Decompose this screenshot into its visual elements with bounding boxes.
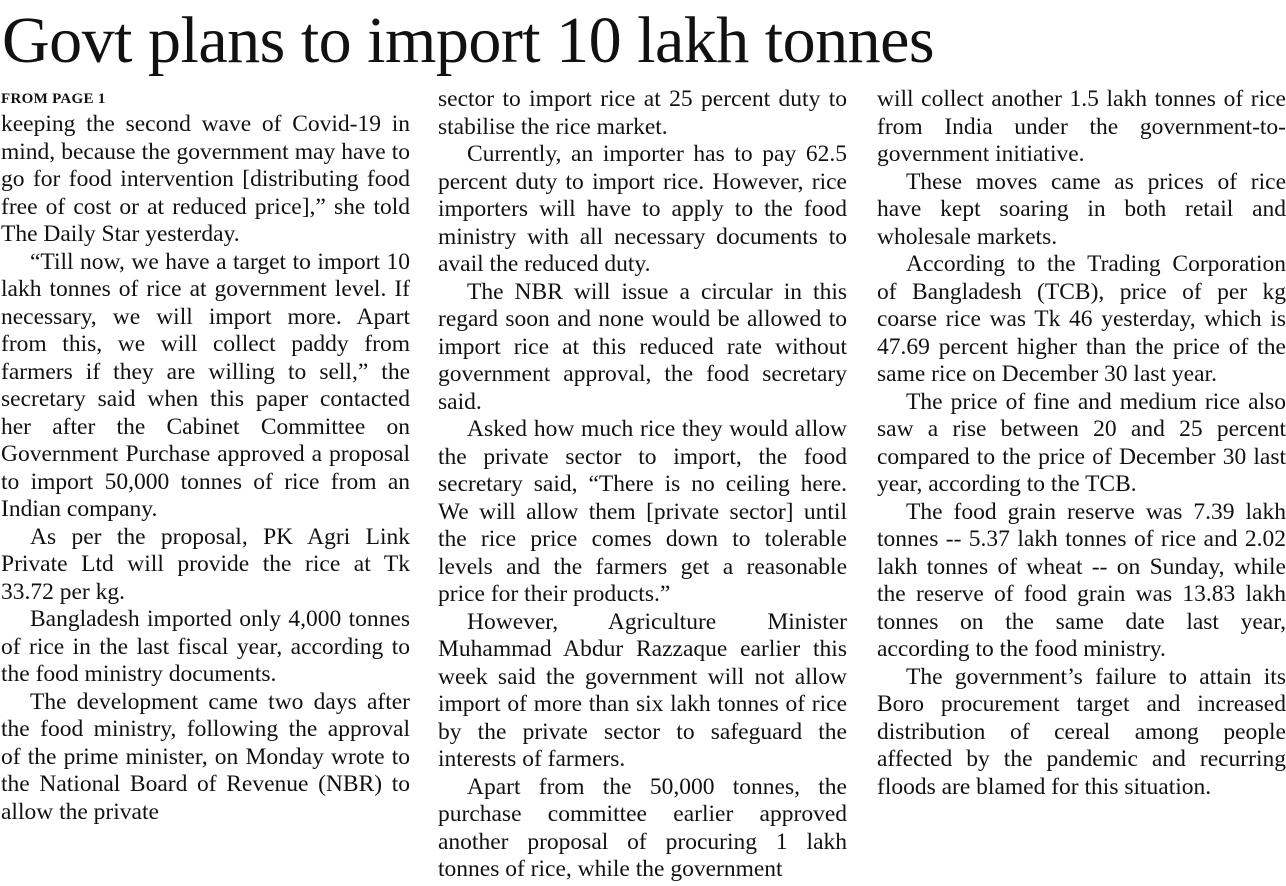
paragraph: The NBR will issue a circular in this regard soon and none would be allowed to import rice at this reduced rate without government approval, the food secretary said.: [438, 278, 847, 415]
paragraph: The food grain reserve was 7.39 lakh tonnes -- 5.37 lakh tonnes of rice and 2.02 lakh tonnes of wheat -- on Sunday, while the reserve of food grain was 13.83 lakh tonnes on the same date last year, according to the food ministry.: [877, 498, 1286, 662]
paragraph: sector to import rice at 25 percent duty to stabilise the rice market.: [438, 86, 847, 140]
paragraph: Bangladesh imported only 4,000 tonnes of rice in the last fiscal year, according to the food ministry documents.: [1, 606, 410, 687]
continuation-kicker: FROM PAGE 1: [1, 91, 106, 107]
paragraph: According to the Trading Corporation of Bangladesh (TCB), price of per kg coarse rice was Tk 46 yesterday, which is 47.69 percent higher than the price of the same rice on December 30 last year.: [877, 251, 1286, 387]
paragraph: However, Agriculture Minister Muhammad Abdur Razzaque earlier this week said the government will not allow import of more than six lakh tonnes of rice by the private sector to safeguard the interests of farmers.: [438, 608, 847, 772]
paragraph: “Till now, we have a target to import 10 lakh tonnes of rice at government level. If necessary, we will import more. Apart from this, we will collect paddy from farmers if they are willing to sell,” the secretary said when this paper contacted her after the Cabinet Committee on Government Purchase approved a proposal to import 50,000 tonnes of rice from an Indian company.: [1, 248, 410, 522]
paragraph: keeping the second wave of Covid-19 in mind, because the government may have to go for food intervention [distributing food free of cost or at reduced price],” she told The Daily Star yesterday.: [1, 111, 410, 247]
paragraph: The development came two days after the food ministry, following the approval of the prime minister, on Monday wrote to the National Board of Revenue (NBR) to allow the private: [1, 688, 410, 825]
article-column-3: [877, 86, 1286, 801]
paragraph: The price of fine and medium rice also saw a rise between 20 and 25 percent compared to the price of December 30 last year, according to the TCB.: [877, 388, 1286, 497]
paragraph: The government’s failure to attain its Boro procurement target and increased distribution of cereal among people affected by the pandemic and recurring floods are blamed for this situation.: [877, 663, 1286, 800]
paragraph: As per the proposal, PK Agri Link Private Ltd will provide the rice at Tk 33.72 per kg.: [1, 523, 410, 605]
paragraph: will collect another 1.5 lakh tonnes of rice from India under the government-to-government initiative.: [877, 86, 1286, 167]
article-column-2: [438, 86, 847, 884]
paragraph: Currently, an importer has to pay 62.5 percent duty to import rice. However, rice importers will have to apply to the food ministry with all necessary documents to avail the reduced duty.: [438, 141, 847, 277]
paragraph: Asked how much rice they would allow the private sector to import, the food secretary said, “There is no ceiling here. We will allow them [private sector] until the rice price comes down to tolerable levels and the farmers get a reasonable price for their products.”: [438, 416, 847, 607]
article-column-1: [1, 86, 410, 826]
paragraph: Apart from the 50,000 tonnes, the purchase committee earlier approved another proposal of procuring 1 lakh tonnes of rice, while the government: [438, 773, 847, 882]
paragraph: These moves came as prices of rice have kept soaring in both retail and wholesale markets.: [877, 168, 1286, 250]
headline: Govt plans to import 10 lakh tonnes: [2, 4, 935, 77]
